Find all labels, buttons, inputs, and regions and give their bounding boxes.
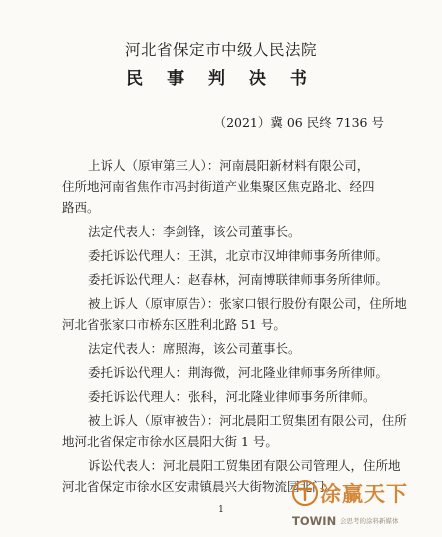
text-line: 住所地河南省焦作市冯封街道产业集聚区焦克路北、经四 (62, 179, 375, 194)
text-line: 委托诉讼代理人：王淇，北京市汉坤律师事务所律师。 (88, 248, 389, 263)
watermark-brand: TOWIN (292, 514, 337, 528)
text-line: 路西。 (62, 200, 100, 215)
document-type-title: 民 事 判 决 书 (126, 69, 316, 89)
case-number: （2021）冀 06 民终 7136 号 (213, 115, 384, 130)
text-line: 委托诉讼代理人：荆海微，河北隆业律师事务所律师。 (88, 365, 389, 380)
text-line: 河北省保定市徐水区安肃镇晨兴大街物流园北门。 (62, 479, 338, 494)
text-line: 法定代表人：席照海，该公司董事长。 (88, 341, 301, 356)
watermark-tagline: 会思考的涂料新媒体 (340, 517, 399, 525)
text-line: 诉讼代表人：河北晨阳工贸集团有限公司管理人，住所地 (88, 458, 401, 473)
text-line: 地河北省保定市徐水区晨阳大街 1 号。 (62, 434, 278, 449)
court-name: 河北省保定市中级人民法院 (124, 41, 317, 59)
text-line: 法定代表人：李剑锋，该公司董事长。 (88, 224, 301, 239)
text-line: 被上诉人（原审原告）：张家口银行股份有限公司，住所地 (88, 296, 407, 311)
text-line: 河北省张家口市桥东区胜利北路 51 号。 (62, 317, 286, 332)
text-line: 上诉人（原审第三人）：河南晨阳新材料有限公司， (88, 158, 370, 173)
text-line: 委托诉讼代理人：赵春林，河南博联律师事务所律师。 (88, 272, 389, 287)
towin-logo-icon (292, 480, 318, 506)
text-line: 委托诉讼代理人：张科，河北隆业律师事务所律师。 (88, 389, 376, 404)
watermark-name: 涂赢天下 (320, 482, 408, 506)
text-line: 被上诉人（原审被告）：河北晨阳工贸集团有限公司，住所 (88, 413, 407, 428)
page-number: 1 (218, 505, 224, 515)
